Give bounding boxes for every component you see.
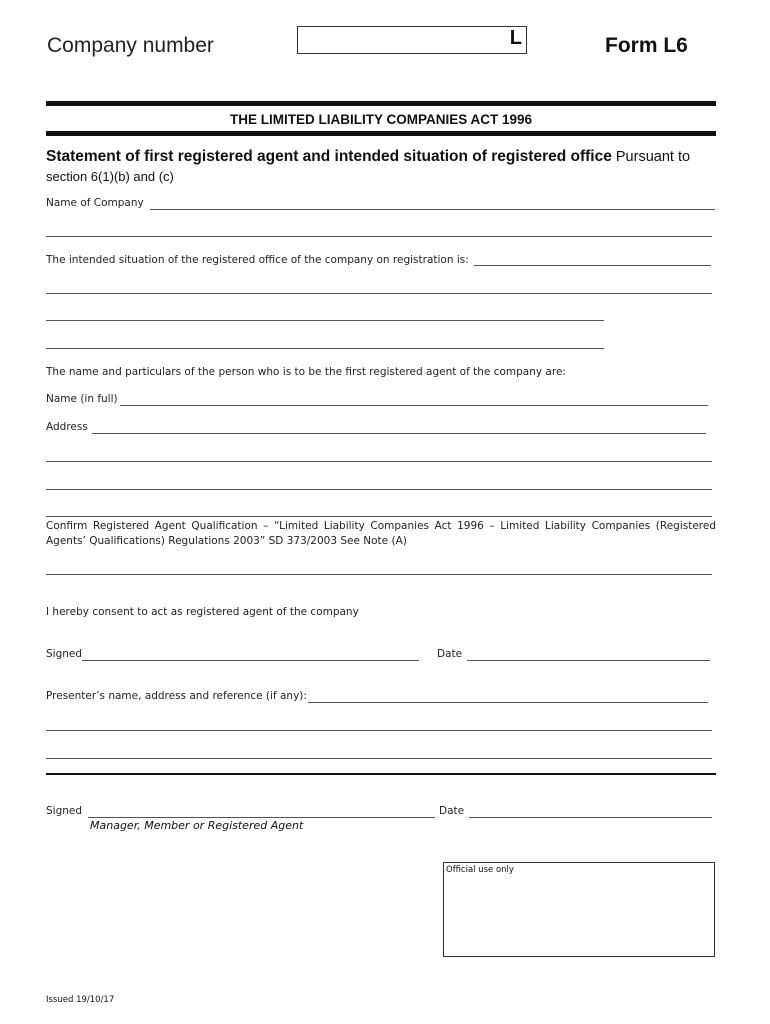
address-field-2[interactable] [46, 461, 712, 462]
address-field-3[interactable] [46, 489, 712, 490]
registered-office-field-4[interactable] [46, 348, 604, 349]
address-field[interactable] [92, 433, 706, 434]
address-label: Address [46, 421, 88, 433]
registered-office-field[interactable] [474, 265, 711, 266]
agent-signature-field[interactable] [82, 660, 419, 661]
statement-pursuant: Pursuant to [615, 149, 691, 165]
top-rule [46, 101, 716, 106]
name-in-full-field[interactable] [120, 405, 708, 406]
name-in-full-label: Name (in full) [46, 393, 118, 405]
form-code: Form L6 [605, 34, 688, 57]
date-field[interactable] [469, 817, 712, 818]
presenter-field-3[interactable] [46, 758, 712, 759]
registered-office-field-2[interactable] [46, 293, 712, 294]
qualification-field[interactable] [46, 574, 712, 575]
official-use-label: Official use only [446, 865, 514, 875]
agent-date-field[interactable] [467, 660, 710, 661]
signed-label: Signed [46, 805, 83, 817]
presenter-label: Presenter’s name, address and reference (if any): [46, 690, 307, 702]
name-of-company-label: Name of Company [46, 197, 144, 209]
presenter-field[interactable] [308, 702, 708, 703]
qualification-note: Confirm Registered Agent Qualification – “Limited Liability Companies Act 1996 – Limited Liability Companies (Registered Agents’ Qualifications) Regulations 2003” SD 373/2003 See Note (A) [46, 520, 716, 547]
agent-date-label: Date [437, 648, 463, 660]
company-number-label: Company number [47, 34, 214, 57]
section-rule [46, 773, 716, 775]
statement-section: section 6(1)(b) and (c) [46, 169, 174, 184]
statement-heading [46, 147, 716, 187]
date-label: Date [439, 805, 465, 817]
issued-date: Issued 19/10/17 [46, 995, 115, 1005]
agent-intro: The name and particulars of the person who is to be the first registered agent of the company are: [46, 366, 566, 378]
name-of-company-field[interactable] [150, 209, 715, 210]
registered-office-field-3[interactable] [46, 320, 604, 321]
signatory-role: Manager, Member or Registered Agent [90, 819, 304, 832]
company-number-prefix: L [509, 27, 522, 49]
act-title: THE LIMITED LIABILITY COMPANIES ACT 1996 [229, 112, 533, 127]
address-field-4[interactable] [46, 516, 712, 517]
signature-field[interactable] [88, 817, 435, 818]
registered-office-label: The intended situation of the registered office of the company on registration is: [46, 254, 469, 266]
official-use-box [443, 862, 715, 957]
agent-signed-label: Signed [46, 648, 83, 660]
act-rule [46, 131, 716, 136]
company-number-input[interactable] [297, 26, 527, 54]
presenter-field-2[interactable] [46, 730, 712, 731]
statement-title: Statement of first registered agent and intended situation of registered office [46, 148, 612, 165]
name-of-company-field-2[interactable] [46, 236, 712, 237]
consent-statement: I hereby consent to act as registered agent of the company [46, 606, 359, 618]
